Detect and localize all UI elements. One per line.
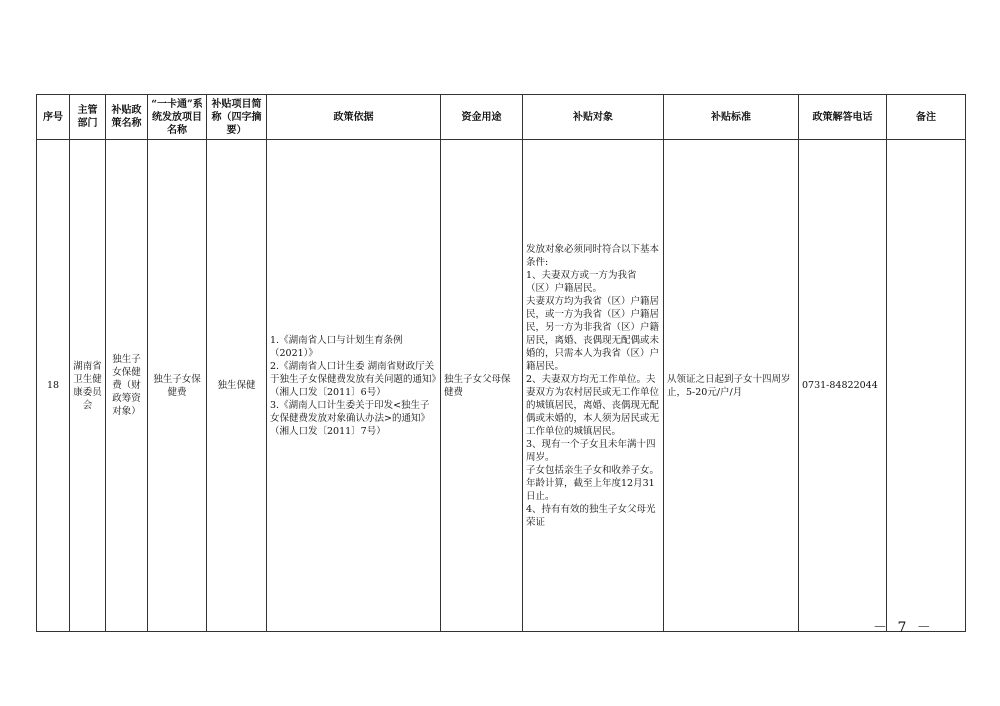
header-basis: 政策依据 (267, 95, 441, 140)
cell-system-name: 独生子女保健费 (148, 140, 207, 632)
cell-basis (267, 140, 441, 632)
target-item: 4、持有有效的独生子女父母光荣证 (526, 503, 656, 528)
cell-dept: 湖南省卫生健康委员会 (70, 140, 106, 632)
header-usage: 资金用途 (441, 95, 523, 140)
target-item: 夫妻双方均为我省（区）户籍居民，或一方为我省（区）户籍居民，另一方为非我省（区）户籍居民，离婚、丧偶现无配偶或未婚的，只需本人为我省（区）户籍居民。 (526, 295, 660, 372)
cell-phone: 0731-84822044 (799, 140, 887, 632)
header-policy-name: 补贴政策名称 (106, 95, 148, 140)
table-row (37, 140, 966, 632)
subsidy-table (36, 94, 966, 632)
table-header-row (37, 95, 966, 140)
header-abbr: 补贴项目简称（四字摘要） (207, 95, 267, 140)
header-dept: 主管部门 (70, 95, 106, 140)
header-seq: 序号 (37, 95, 70, 140)
target-item: 子女包括亲生子女和收养子女。年龄计算，截至上年度12月31日止。 (526, 464, 660, 502)
page-number: － 7 － (873, 620, 934, 636)
header-remark: 备注 (887, 95, 966, 140)
target-item: 1、夫妻双方或一方为我省（区）户籍居民。 (526, 269, 637, 294)
cell-remark (887, 140, 966, 632)
target-item: 2、夫妻双方均无工作单位。夫妻双方为农村居民或无工作单位的城镇居民，离婚、丧偶现无配偶或未婚的，本人须为居民或无工作单位的城镇居民。 (526, 373, 660, 437)
basis-item: 2.《湖南省人口计生委 湖南省财政厅关于独生子女保健费发放有关问题的通知》（湘人口发〔2011〕6号） (270, 360, 437, 398)
header-phone: 政策解答电话 (799, 95, 887, 140)
header-target: 补贴对象 (523, 95, 664, 140)
cell-abbr: 独生保健 (207, 140, 267, 632)
header-system-name: “一卡通”系统发放项目名称 (148, 95, 207, 140)
header-standard: 补贴标准 (664, 95, 799, 140)
basis-item: 3.《湖南人口计生委关于印发<独生子女保健费发放对象确认办法>的通知》（湘人口发〔2011〕7号） (270, 399, 430, 437)
cell-seq: 18 (37, 140, 70, 632)
cell-standard: 从领证之日起到子女十四周岁止，5-20元/户/月 (664, 140, 799, 632)
cell-usage: 独生子女父母保健费 (441, 140, 523, 632)
cell-policy-name: 独生子女保健费（财政筹资对象） (106, 140, 148, 632)
cell-target (523, 140, 664, 632)
target-item: 发放对象必须同时符合以下基本条件: (526, 243, 660, 268)
target-item: 3、现有一个子女且未年满十四周岁。 (526, 438, 656, 463)
basis-item: 1.《湖南省人口与计划生育条例（2021）》 (270, 334, 403, 359)
